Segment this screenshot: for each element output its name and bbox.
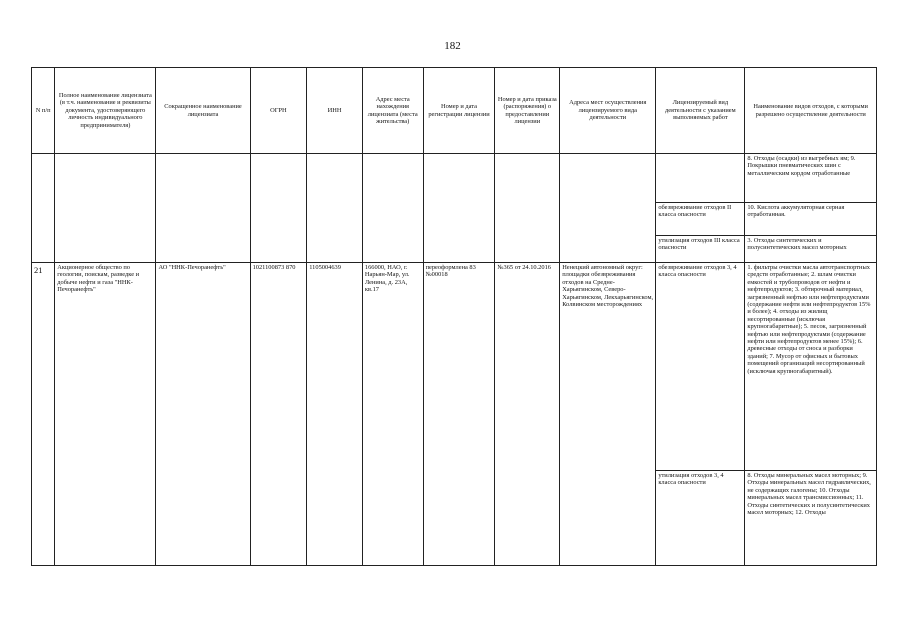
address-cell: 166000, НАО, г. Нарьян-Мар, ул. Ленина, д. 23А, кв.17 <box>362 263 423 566</box>
activity-cell: обезвреживание отходов II класса опасности <box>656 203 745 236</box>
full-name-cell: Акционерное общество по геологии, поискам, разведке и добыче нефти и газа "ННК-Печоранефть" <box>55 263 156 566</box>
activity-cell: утилизация отходов 3, 4 класса опасности <box>656 471 745 566</box>
empty-cell <box>250 154 307 263</box>
table-row <box>32 154 877 203</box>
header-cell-short-name: Сокращенное наименование лицензиата <box>156 68 250 154</box>
empty-cell <box>362 154 423 263</box>
waste-list-cell: 1. фильтры очистки масла автотранспортных средств отработанные; 2. шлам очистки емкостей и трубопроводов от нефти и нефтепродуктов; 3. обтирочный материал, загрязненный нефтью или нефтепродуктами (содержание нефти или нефтепродуктов 15% и более); 4. отходы из жилищ несортированные (исключая крупногабаритные); 5. песок, загрязненный нефтью или нефтепродуктами (содержание нефти или нефтепродуктов менее 15%); 6. древесные отходы от сноса и разборки зданий; 7. Мусор от офисных и бытовых помещений организаций несортированный (исключая крупногабаритный). <box>745 263 877 471</box>
header-cell-activity: Лицензируемый вид деятельности с указанием выполняемых работ <box>656 68 745 154</box>
header-cell-ogrn: ОГРН <box>250 68 307 154</box>
header-cell-address: Адрес места нахождения лицензиата (места жительства) <box>362 68 423 154</box>
header-cell-full-name: Полное наименование лицензиата (в т.ч. наименование и реквизиты документа, удостоверяющего личность индивидуального предпринимателя) <box>55 68 156 154</box>
header-cell-inn: ИНН <box>307 68 363 154</box>
empty-cell <box>560 154 656 263</box>
header-cell-number: N п/п <box>32 68 55 154</box>
locations-cell: Ненецкий автономный округ: площадки обезвреживания отходов на Средне-Харьягинском, Северо-Харьягинском, Лекхарьягинском, Колвинском месторождениях <box>560 263 656 566</box>
entry-number: 21 <box>32 263 55 566</box>
waste-list-cell: 3. Отходы синтетических и полусинтетических масел моторных <box>745 236 877 263</box>
waste-list-cell: 8. Отходы минеральных масел моторных; 9. Отходы минеральных масел гидравлических, не содержащих галогены; 10. Отходы минеральных масел трансмиссионных; 11. Отходы синтетических и полусинтетических масел моторных; 12. Отходы <box>745 471 877 566</box>
waste-list-cell: 8. Отходы (осадки) из выгребных ям; 9. Покрышки пневматических шин с металлическим кордом отработанные <box>745 154 877 203</box>
inn-cell: 1105004639 <box>307 263 363 566</box>
header-row <box>32 68 877 154</box>
header-cell-registration: Номер и дата регистрации лицензии <box>423 68 495 154</box>
page-number: 182 <box>444 40 461 52</box>
activity-cell: утилизация отходов III класса опасности <box>656 236 745 263</box>
header-cell-wastes: Наименование видов отходов, с которыми разрешено осуществление деятельности <box>745 68 877 154</box>
empty-cell <box>55 154 156 263</box>
activity-cell: обезвреживание отходов 3, 4 класса опасности <box>656 263 745 471</box>
short-name-cell: АО "ННК-Печоранефть" <box>156 263 250 566</box>
registration-cell: переоформлена 83 №00018 <box>423 263 495 566</box>
empty-cell <box>423 154 495 263</box>
header-cell-locations: Адреса мест осуществления лицензируемого вида деятельности <box>560 68 656 154</box>
table-row <box>32 263 877 471</box>
empty-cell <box>156 154 250 263</box>
license-registry-table <box>31 67 877 566</box>
empty-cell <box>656 154 745 203</box>
empty-cell <box>307 154 363 263</box>
empty-cell <box>495 154 560 263</box>
empty-cell <box>32 154 55 263</box>
waste-list-cell: 10. Кислота аккумуляторная серная отработанная. <box>745 203 877 236</box>
order-cell: №365 от 24.10.2016 <box>495 263 560 566</box>
ogrn-cell: 1021100873 870 <box>250 263 307 566</box>
header-cell-order: Номер и дата приказа (распоряжения) о предоставлении лицензии <box>495 68 560 154</box>
